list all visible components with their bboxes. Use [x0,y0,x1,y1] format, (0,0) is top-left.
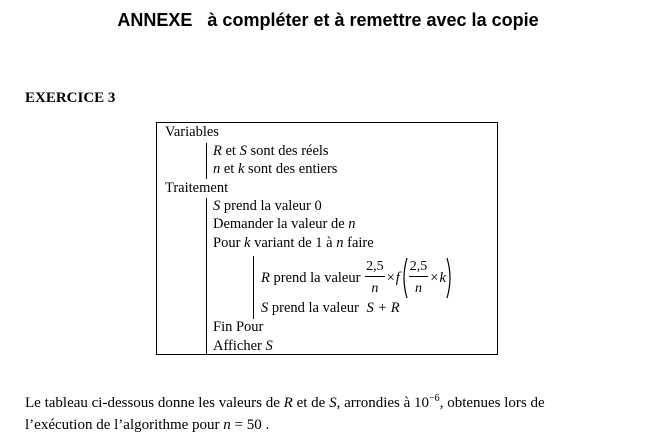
fraction-2-5-over-n: $\frac{2,5}{n}$ [366,259,384,296]
loop-step-s: S prend la valeur S + R [261,300,400,316]
display-s: Afficher S [213,338,273,354]
fraction-2-5-over-n-inner: $\frac{2,5}{n}$ [409,259,428,296]
reals-text: sont des réels [246,143,329,159]
algorithm-box [156,122,498,355]
treatment-indent-bar [206,198,207,355]
var-s: S [239,143,247,159]
connector: et [220,161,238,177]
var-k: k [237,161,245,177]
var-n: n [213,161,221,177]
step-ask-n: Demander la valeur de n [213,216,356,232]
integers-text: sont des entiers [244,161,338,177]
variables-label: Variables [165,124,219,140]
connector: et [221,143,240,159]
left-paren-icon [400,257,408,299]
function-f: f [395,269,400,286]
var-r: R [213,143,222,159]
step-for-loop: Pour k variant de 1 à n faire [213,235,374,251]
treatment-label: Traitement [165,180,229,196]
exercise-heading: EXERCICE 3 [25,90,116,106]
loop-indent-bar [253,256,254,319]
variables-line-reals [213,143,329,160]
instruction-paragraph: Le tableau ci-dessous donne les valeurs de R et de S, arrondies à $10^{-6}$, obtenues lors de l’exécution de l’algorithme pour n = 50 . [25,393,545,433]
end-for: Fin Pour [213,319,264,335]
variables-line-integers [213,161,337,178]
loop-step-r: R prend la valeur $\frac{2,5}{n}$ × f $\frac{2,5}{n}$ × k [261,256,454,300]
page-title: ANNEXE à compléter et à remettre avec la copie [117,10,539,30]
variables-indent-bar [206,143,207,179]
step-init-s: S prend la valeur 0 [213,198,322,214]
right-paren-icon [446,257,454,299]
